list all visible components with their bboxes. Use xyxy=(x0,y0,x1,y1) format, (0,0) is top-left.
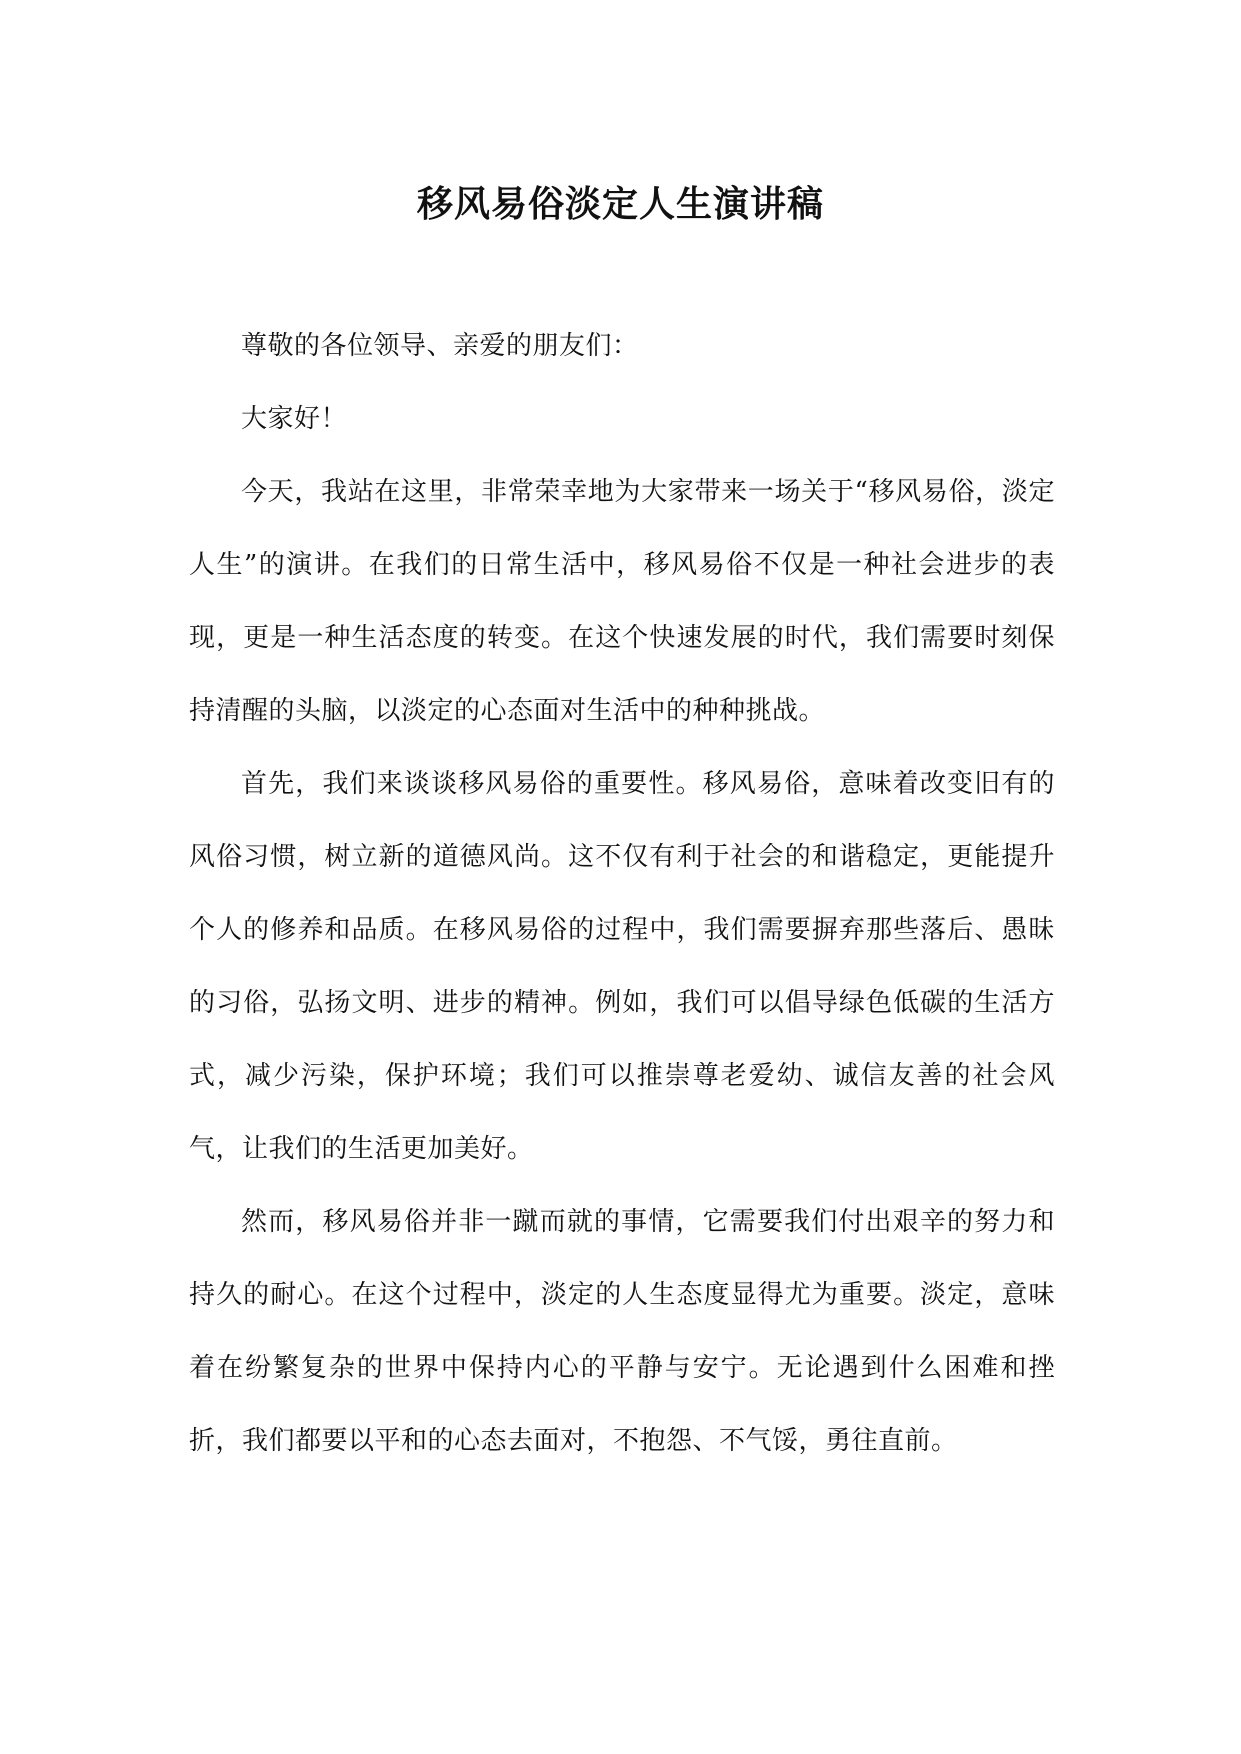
importance-paragraph: 首先，我们来谈谈移风易俗的重要性。移风易俗，意味着改变旧有的风俗习惯，树立新的道德风尚。这不仅有利于社会的和谐稳定，更能提升个人的修养和品质。在移风易俗的过程中，我们需要摒弃那些落后、愚昧的习俗，弘扬文明、进步的精神。例如，我们可以倡导绿色低碳的生活方式，减少污染，保护环境；我们可以推崇尊老爱幼、诚信友善的社会风气，让我们的生活更加美好。 xyxy=(189,769,1055,1164)
salutation-paragraph: 尊敬的各位领导、亲爱的朋友们： xyxy=(241,331,639,361)
composure-paragraph: 然而，移风易俗并非一蹴而就的事情，它需要我们付出艰辛的努力和持久的耐心。在这个过程中，淡定的人生态度显得尤为重要。淡定，意味着在纷繁复杂的世界中保持内心的平静与安宁。无论遇到什么困难和挫折，我们都要以平和的心态去面对，不抱怨、不气馁，勇往直前。 xyxy=(189,1207,1055,1456)
greeting-paragraph: 大家好！ xyxy=(241,404,348,434)
intro-paragraph: 今天，我站在这里，非常荣幸地为大家带来一场关于“移风易俗，淡定人生”的演讲。在我们的日常生活中，移风易俗不仅是一种社会进步的表现，更是一种生活态度的转变。在这个快速发展的时代，我们需要时刻保持清醒的头脑，以淡定的心态面对生活中的种种挑战。 xyxy=(189,477,1055,726)
document-title: 移风易俗淡定人生演讲稿 xyxy=(416,183,824,225)
document-body xyxy=(189,310,1055,1478)
